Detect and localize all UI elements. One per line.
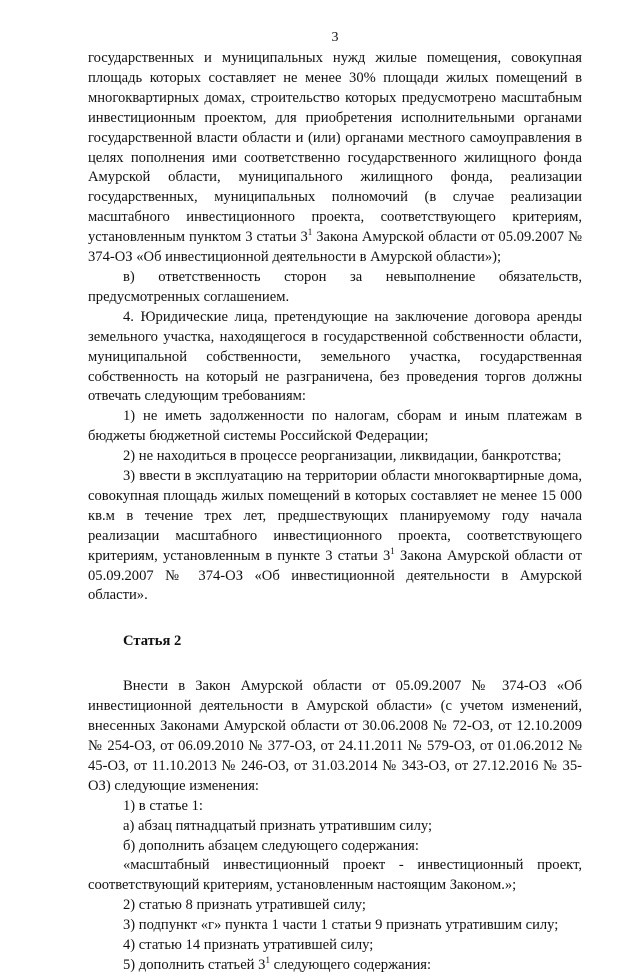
change-1: 1) в статье 1: [123,797,203,814]
change-1b-text: «масштабный инвестиционный проект - инвестиционный проект, соответствующий критериям, установленным настоящим Законом.»; [88,857,582,894]
article-intro: Внести в Закон Амурской области от 05.09.2007 № 374-ОЗ «Об инвестиционной деятельности в Амурской области» (с учетом изменений, внесенных Законами Амурской области от 30.06.2008 № 72-ОЗ, от 12.10.2009 № 254-ОЗ, от 06.09.2010 № 377-ОЗ, от 24.11.2011 № 579-ОЗ, от 01.06.2012 № 45-ОЗ, от 11.10.2013 № 246-ОЗ, от 31.03.2014 № 343-ОЗ, от 27.12.2016 № 35-ОЗ) следующие изменения: [88,678,582,794]
paragraph-continuation: государственных и муниципальных нужд жилые помещения, совокупная площадь которых составляет не менее 30% площади жилых помещений в многоквартирных домах, строительство которых предусмотрено масштабным инвестиционным проектом, для приобретения исполнительными органами государственной власти области и (или) органами местного самоуправления в целях пополнения ими соответственно государственного жилищного фонда Амурской области, муниципального жилищного фонда, реализации государственных, муниципальных полномочий (в случае реализации масштабного инвестиционного проекта, соответствующего критериям, установленным пунктом 3 статьи $3^1$ Закона Амурской области от 05.09.2007 № 374-ОЗ «Об инвестиционной деятельности в Амурской области»); [88,50,582,266]
superscript: 1 [390,545,395,556]
subitem-v: в) ответственность сторон за невыполнение обязательств, предусмотренных соглашением. [88,268,582,305]
requirement-3: 3) ввести в эксплуатацию на территории области многоквартирные дома, совокупная площадь жилых помещений в которых составляет не менее 15 000 кв.м в течение трех лет, предшествующих планируемому году начала реализации масштабного инвестиционного проекта, соответствующего критериям, установленным в пункте 3 статьи $3^1$ Закона Амурской области от 05.09.2007 № 374-ОЗ «Об инвестиционной деятельности в Амурской области». [88,468,582,604]
paragraph-4: 4. Юридические лица, претендующие на заключение договора аренды земельного участка, находящегося в государственной собственности области, муниципальной собственности, земельного участка, государственная собственность на который не разграничена, без проведения торгов должны отвечать следующим требованиям: [88,308,582,405]
change-5: 5) дополнить статьей $3^1$ следующего содержания: [123,955,432,973]
requirement-1: 1) не иметь задолженности по налогам, сборам и иным платежам в бюджеты бюджетной системы Российской Федерации; [88,408,582,445]
superscript: 1 [265,955,270,966]
page-number: 3 [331,30,339,45]
article-heading: Статья 2 [123,633,182,650]
superscript: 1 [307,227,313,238]
change-3: 3) подпункт «г» пункта 1 части 1 статьи 9 признать утратившим силу; [123,917,559,934]
change-2: 2) статью 8 признать утратившей силу; [123,897,366,914]
change-4: 4) статью 14 признать утратившей силу; [123,937,374,954]
change-1b: б) дополнить абзацем следующего содержания: [123,837,419,854]
change-1a: а) абзац пятнадцатый признать утратившим силу; [123,817,433,834]
requirement-2: 2) не находиться в процессе реорганизации, ликвидации, банкротства; [123,448,562,465]
